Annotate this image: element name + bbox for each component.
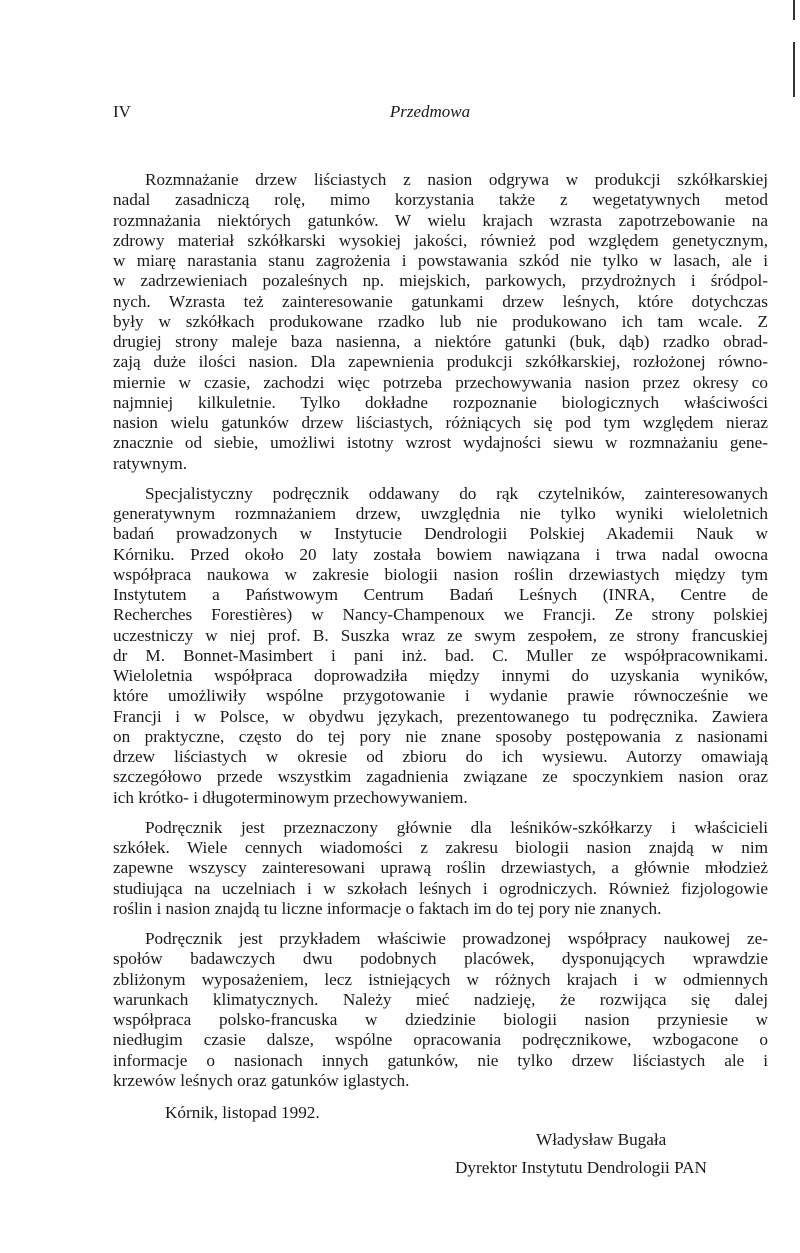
- text-line: uczestniczy w niej prof. B. Suszka wraz ze swym zespołem, ze strony francuskiej: [113, 625, 768, 645]
- text-line: Specjalistyczny podręcznik oddawany do rąk czytelników, zainteresowanych: [145, 483, 768, 503]
- text-line: najmniej kilkuletnie. Tylko dokładne rozpoznanie biologicznych właściwości: [113, 392, 768, 412]
- paragraph: [113, 929, 768, 1091]
- text-line: rozmnażania niektórych gatunków. W wielu krajach wzrasta zapotrzebowanie na: [113, 210, 768, 230]
- text-line: drzew liściastych w okresie od zbioru do ich wysiewu. Autorzy omawiają: [113, 747, 768, 766]
- text-line: informacje o nasionach innych gatunków, nie tylko drzew liściastych ale i: [113, 1050, 768, 1070]
- text-line: roślin i nasion znajdą tu liczne informacje o faktach im do tej pory nie znanych.: [113, 898, 662, 918]
- text-line: zają duże ilości nasion. Dla zapewnienia produkcji szkółkarskiej, rozłożonej równo-: [113, 352, 768, 372]
- place-date: Kórnik, listopad 1992.: [165, 1103, 320, 1122]
- text-line: Podręcznik jest przykładem właściwie prowadzonej współpracy naukowej ze-: [145, 929, 768, 948]
- text-line: niedługim czasie dalsze, wspólne opracowania podręcznikowe, wzbogacone o: [113, 1030, 768, 1050]
- paragraph: [113, 818, 768, 919]
- text-line: zdrowy materiał szkółkarski wysokiej jakości, również pod względem genetycznym,: [113, 230, 768, 250]
- text-line: krzewów leśnych oraz gatunków iglastych.: [113, 1070, 410, 1090]
- text-line: miernie w czasie, zachodzi więc potrzeba przechowywania nasion przez okresy co: [113, 372, 768, 392]
- text-line: Rozmnażanie drzew liściastych z nasion odgrywa w produkcji szkółkarskiej: [145, 170, 768, 189]
- text-line: generatywnym rozmnażaniem drzew, uwzględnia nie tylko wyniki wieloletnich: [113, 504, 768, 523]
- text-line: badań prowadzonych w Instytucie Dendrologii Polskiej Akademii Nauk w: [113, 524, 768, 544]
- text-line: drugiej strony maleje baza nasienna, a niektóre gatunki (buk, dąb) rzadko obrad-: [113, 332, 768, 351]
- text-line: on praktyczne, często do tej pory nie znane sposoby postępowania z nasionami: [113, 726, 768, 746]
- text-line: w miarę narastania stanu zagrożenia i powstawania szkód nie tylko w lasach, ale i: [113, 251, 768, 270]
- text-line: które umożliwiły wspólne przygotowanie i wydanie prawie równocześnie we: [113, 686, 768, 706]
- text-line: nych. Wzrasta też zainteresowanie gatunkami drzew leśnych, które dotychczas: [113, 291, 768, 311]
- text-line: Wieloletnia współpraca doprowadziła między innymi do uzyskania wyników,: [113, 666, 768, 685]
- text-line: Recherches Forestières) w Nancy-Champenoux we Francji. Ze strony polskiej: [113, 605, 768, 625]
- text-line: znacznie od siebie, umożliwi istotny wzrost wydajności siewu w rozmnażaniu gene-: [113, 433, 768, 453]
- text-line: współpraca naukowa w zakresie biologii nasion roślin drzewiastych między tym: [113, 564, 768, 584]
- text-line: ich krótko- i długoterminowym przechowywaniem.: [113, 787, 468, 807]
- text-line: w zadrzewieniach pozaleśnych np. miejskich, parkowych, przydrożnych i śródpol-: [113, 271, 768, 291]
- text-line: były w szkółkach produkowane rzadko lub nie produkowano ich tam wcale. Z: [113, 311, 768, 331]
- signature-title: Dyrektor Instytutu Dendrologii PAN: [455, 1158, 707, 1177]
- scan-mark: [793, 0, 795, 20]
- text-line: szkółek. Wiele cennych wiadomości z zakresu biologii nasion znajdą w nim: [113, 838, 768, 857]
- text-line: Kórniku. Przed około 20 laty została bowiem nawiązana i trwa nadal owocna: [113, 544, 768, 564]
- text-line: nadal zasadniczą rolę, mimo korzystania także z wegetatywnych metod: [113, 190, 768, 210]
- paragraph: [113, 170, 768, 474]
- text-line: studiująca na uczelniach i w szkołach leśnych i ogrodniczych. Również fizjologowie: [113, 878, 768, 898]
- text-line: dr M. Bonnet-Masimbert i pani inż. bad. C. Muller ze współpracownikami.: [113, 645, 768, 665]
- text-line: Podręcznik jest przeznaczony głównie dla leśników-szkółkarzy i właścicieli: [145, 817, 768, 837]
- text-line: szczegółowo przede wszystkim zagadnienia związane ze spoczynkiem nasion oraz: [113, 767, 768, 787]
- signature-name: Władysław Bugała: [536, 1130, 667, 1149]
- text-line: społów badawczych dwu podobnych placówek, dysponujących wprawdzie: [113, 949, 768, 969]
- running-title: Przedmowa: [389, 102, 471, 121]
- text-line: Francji i w Polsce, w obydwu językach, prezentowanego tu podręcznika. Zawiera: [113, 706, 768, 726]
- text-line: warunkach klimatycznych. Należy mieć nadzieję, że rozwijąca się dalej: [113, 989, 768, 1009]
- text-line: nasion wielu gatunków drzew liściastych, różniących się pod tym względem nieraz: [113, 413, 768, 432]
- text-line: Instytutem a Państwowym Centrum Badań Leśnych (INRA, Centre de: [113, 585, 768, 604]
- scan-mark: [793, 42, 795, 97]
- paragraph: [113, 484, 768, 808]
- text-line: zbliżonym wyposażeniem, lecz istniejących w różnych krajach i w odmiennych: [113, 969, 768, 989]
- text-line: współpraca polsko-francuska w dziedzinie biologii nasion przyniesie w: [113, 1010, 768, 1029]
- page-number: IV: [113, 102, 131, 121]
- text-line: ratywnym.: [113, 453, 187, 473]
- text-line: zapewne wszyscy zainteresowani uprawą roślin drzewiastych, a głównie młodzież: [113, 858, 768, 878]
- document-body: [113, 170, 768, 1123]
